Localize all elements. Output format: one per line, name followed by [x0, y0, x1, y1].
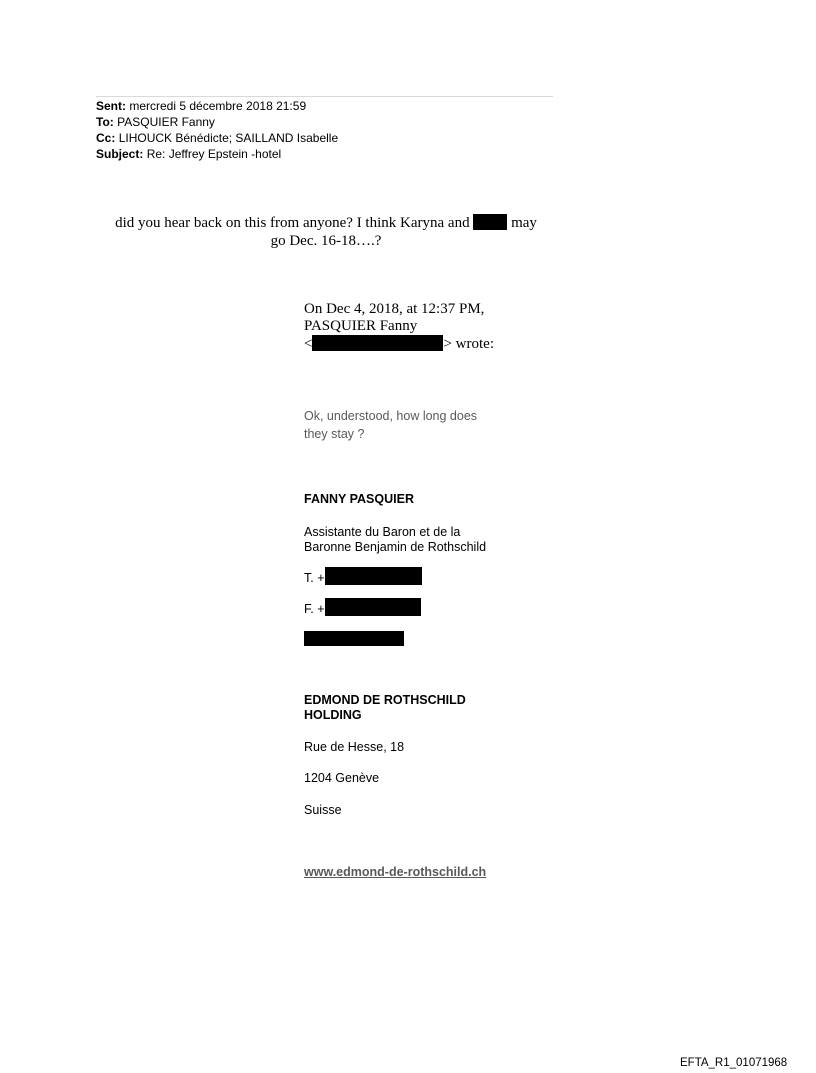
quoted-attribution	[304, 301, 524, 353]
email-header	[96, 98, 338, 162]
quote-line-2: PASQUIER Fanny	[304, 318, 418, 334]
redaction-block	[473, 214, 507, 230]
email-redaction	[312, 335, 443, 351]
phone-redaction	[325, 567, 422, 585]
signature-name: FANNY PASQUIER	[304, 492, 414, 506]
message-line-1	[96, 214, 556, 232]
cc-label: Cc:	[96, 131, 116, 145]
org-line-1: EDMOND DE ROTHSCHILD	[304, 693, 466, 707]
message-line-1-end: may	[511, 215, 537, 231]
org-line-2: HOLDING	[304, 708, 362, 722]
quoted-reply: Ok, understood, how long does they stay ?	[304, 409, 478, 441]
message-body	[96, 214, 556, 250]
subject-row	[96, 146, 338, 162]
fax-prefix: F. +	[304, 602, 325, 616]
cc-row	[96, 130, 338, 146]
document-id: EFTA_R1_01071968	[680, 1057, 788, 1069]
phone-prefix: T. +	[304, 571, 325, 585]
signature-role-line-1: Assistante du Baron et de la	[304, 525, 461, 539]
to-row	[96, 114, 338, 130]
quote-wrote: > wrote:	[443, 336, 494, 352]
address-city: 1204 Genève	[304, 771, 380, 785]
sent-label: Sent:	[96, 99, 126, 113]
to-label: To:	[96, 115, 114, 129]
header-divider	[96, 96, 553, 97]
to-value: PASQUIER Fanny	[117, 115, 215, 129]
message-line-1-text: did you hear back on this from anyone? I think Karyna and	[115, 215, 470, 231]
website-link[interactable]: www.edmond-de-rothschild.ch	[304, 865, 487, 879]
fax-redaction	[325, 598, 421, 616]
signature-phone	[304, 567, 422, 587]
address-country: Suisse	[304, 803, 342, 817]
sent-row	[96, 98, 338, 114]
signature-fax	[304, 598, 421, 618]
message-line-2: go Dec. 16-18….?	[270, 233, 382, 249]
subject-value: Re: Jeffrey Epstein -hotel	[146, 147, 282, 161]
sent-value: mercredi 5 décembre 2018 21:59	[129, 99, 307, 113]
subject-label: Subject:	[96, 147, 144, 161]
signature-role-line-2: Baronne Benjamin de Rothschild	[304, 540, 487, 554]
signature-organization	[304, 693, 524, 723]
signature-email-redaction	[304, 631, 404, 646]
quote-open-bracket: <	[304, 336, 313, 352]
address-street: Rue de Hesse, 18	[304, 740, 405, 754]
quote-line-3	[304, 335, 524, 353]
quote-line-1: On Dec 4, 2018, at 12:37 PM,	[304, 301, 485, 317]
signature-role	[304, 525, 534, 555]
cc-value: LIHOUCK Bénédicte; SAILLAND Isabelle	[118, 131, 339, 145]
